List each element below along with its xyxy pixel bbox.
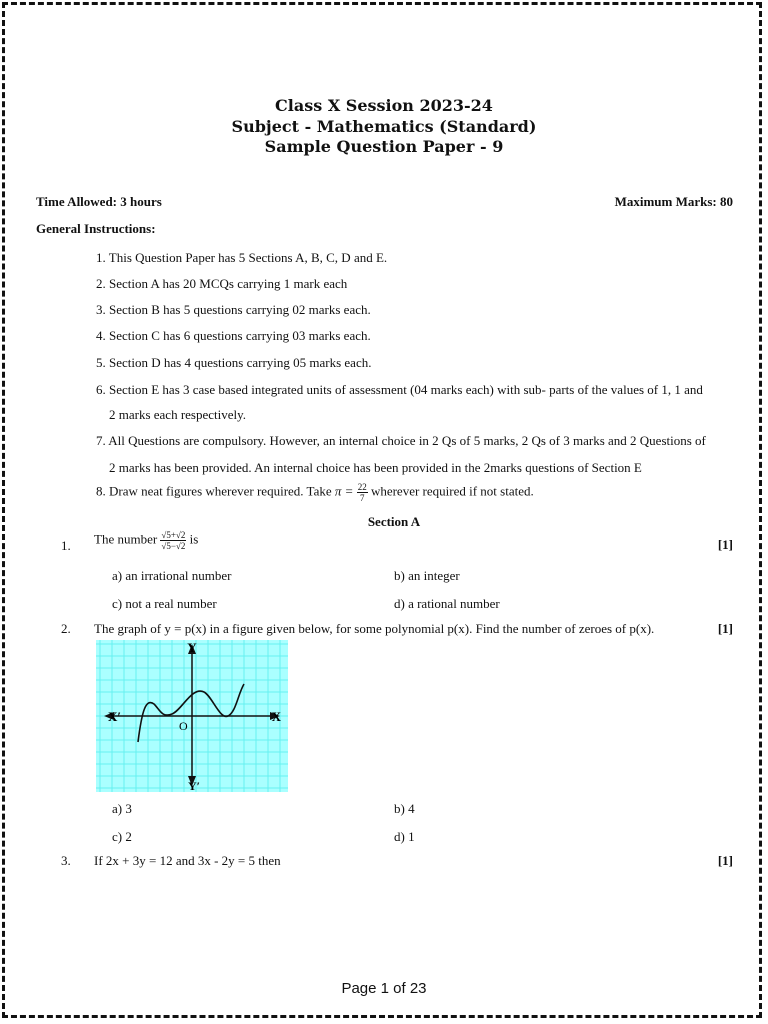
question-text: If 2x + 3y = 12 and 3x - 2y = 5 then — [94, 853, 281, 868]
option-d: d) a rational number — [394, 596, 500, 611]
question-marks: [1] — [717, 537, 733, 552]
question-text-before: The number — [94, 531, 158, 547]
pi-symbol: π = — [334, 483, 354, 499]
time-allowed: Time Allowed: 3 hours — [36, 194, 162, 209]
section-heading: Section A — [367, 514, 421, 529]
question-marks: [1] — [717, 853, 733, 868]
instruction-item-continued: 2 marks has been provided. An internal choice has been provided in the 2marks questions of Section E — [109, 460, 642, 475]
fraction-denominator: √5−√2 — [161, 541, 186, 551]
question-fraction — [160, 530, 186, 551]
question-text-after: is — [189, 531, 199, 547]
instruction-item: 1. This Question Paper has 5 Sections A, B, C, D and E. — [96, 250, 388, 265]
instruction-text: 8. Draw neat figures wherever required. Take — [96, 483, 332, 499]
origin-label: O — [179, 719, 188, 733]
option-a: a) 3 — [112, 801, 132, 816]
instruction-item: 6. Section E has 3 case based integrated units of assessment (04 marks each) with sub- parts of the values of 1, 1 and — [96, 382, 703, 397]
option-b: b) 4 — [394, 801, 415, 816]
instruction-item-pi — [96, 482, 534, 503]
polynomial-graph-figure — [96, 640, 288, 792]
question-marks: [1] — [717, 621, 733, 636]
question-number: 3. — [61, 853, 71, 868]
option-d: d) 1 — [394, 829, 415, 844]
question-number: 1. — [61, 538, 71, 553]
maximum-marks: Maximum Marks: 80 — [614, 194, 733, 209]
instructions-heading: General Instructions: — [36, 221, 156, 236]
header-paper: Sample Question Paper - 9 — [264, 137, 504, 156]
pi-fraction — [357, 482, 368, 503]
question-text — [94, 530, 198, 551]
instruction-item: 2. Section A has 20 MCQs carrying 1 mark each — [96, 276, 348, 291]
instruction-item: 3. Section B has 5 questions carrying 02 marks each. — [96, 302, 371, 317]
option-a: a) an irrational number — [112, 568, 232, 583]
x-neg-axis-label: X′ — [108, 709, 122, 724]
option-b: b) an integer — [394, 568, 460, 583]
fraction-denominator: 7 — [359, 493, 365, 503]
question-text: The graph of y = p(x) in a figure given below, for some polynomial p(x). Find the number of zeroes of p(x). — [94, 621, 655, 636]
instruction-item: 4. Section C has 6 questions carrying 03 marks each. — [96, 328, 371, 343]
fraction-numerator: √5+√2 — [161, 530, 186, 540]
page-footer: Page 1 of 23 — [341, 980, 427, 997]
instruction-item-continued: 2 marks each respectively. — [109, 407, 247, 422]
question-number: 2. — [61, 621, 71, 636]
header-subject: Subject - Mathematics (Standard) — [231, 117, 537, 136]
y-neg-axis-label: Y′ — [187, 779, 201, 792]
option-c: c) 2 — [112, 829, 132, 844]
fraction-numerator: 22 — [357, 482, 367, 492]
instruction-item: 5. Section D has 4 questions carrying 05 marks each. — [96, 355, 372, 370]
y-axis-label: Y — [187, 640, 197, 655]
instruction-text: wherever required if not stated. — [370, 483, 534, 499]
option-c: c) not a real number — [112, 596, 217, 611]
instruction-item: 7. All Questions are compulsory. However, an internal choice in 2 Qs of 5 marks, 2 Qs of 3 marks and 2 Questions of — [96, 433, 706, 448]
x-axis-label: X — [271, 709, 281, 724]
header-class: Class X Session 2023-24 — [275, 96, 493, 115]
